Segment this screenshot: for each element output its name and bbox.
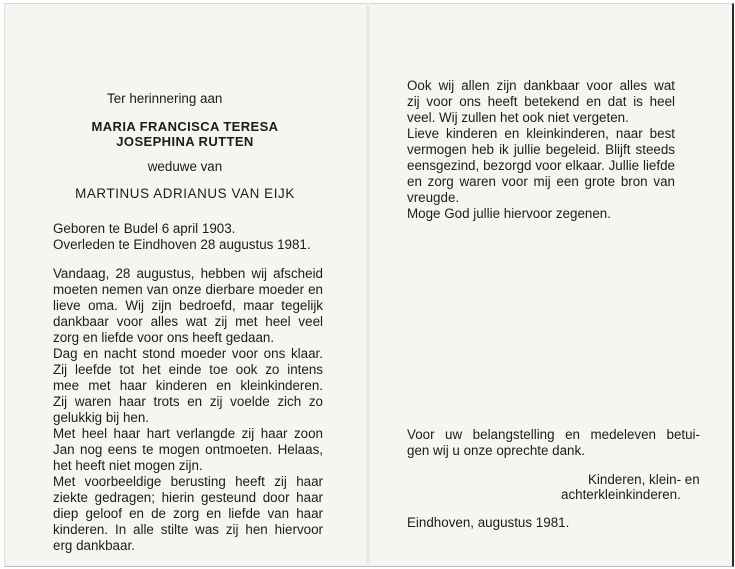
body-line: Lieve kinderen en kleinkinderen, naar best	[407, 126, 675, 141]
body-line: veel. Wij zullen het ook niet vergeten.	[407, 110, 629, 125]
body-line: eensgezind, bezorgd voor elkaar. Jullie liefde	[407, 158, 675, 173]
body-line: Zij waren haar trots en zij voelde zich zo	[53, 394, 323, 409]
body-line: Ook wij allen zijn dankbaar voor alles wat	[407, 78, 675, 93]
body-line: Moge God jullie hiervoor zegenen.	[407, 206, 611, 221]
intro-text: Ter herinnering aan	[107, 91, 223, 106]
body-line: het heeft niet mogen zijn.	[53, 458, 203, 473]
card-fold	[366, 3, 370, 565]
body-line: vermogen heb ik jullie begeleid. Blijft steeds	[407, 142, 675, 157]
body-line: en zorg waren voor mij een grote bron van	[407, 174, 675, 189]
body-line: erg dankbaar.	[53, 538, 135, 553]
body-line: ziekte gedragen; hierin gesteund door haar	[53, 490, 323, 505]
death-info: Overleden te Eindhoven 28 augustus 1981.	[53, 237, 311, 252]
body-line: zorg en liefde voor ons heeft gedaan.	[53, 330, 275, 345]
body-line: Vandaag, 28 augustus, hebben wij afscheid	[53, 266, 323, 281]
relation-text: weduwe van	[147, 159, 223, 174]
body-line: Jan nog eens te mogen ontmoeten. Helaas,	[53, 442, 323, 457]
signature-line: achterkleinkinderen.	[561, 487, 681, 502]
deceased-name-line1: MARIA FRANCISCA TERESA	[91, 119, 279, 134]
body-line: vreugde.	[407, 190, 460, 205]
place-date: Eindhoven, augustus 1981.	[407, 515, 570, 530]
body-line: Met heel haar hart verlangde zij haar zoon	[53, 426, 323, 441]
body-line: zij voor ons heeft betekend en dat is heel	[407, 94, 675, 109]
spouse-name: MARTINUS ADRIANUS VAN EIJK	[75, 186, 295, 201]
thanks-line: gen wij u onze oprechte dank.	[407, 443, 585, 458]
body-line: Met voorbeeldige berusting heeft zij haar	[53, 474, 323, 489]
signature-line: Kinderen, klein- en	[588, 472, 700, 487]
body-line: kinderen. In alle stilte was zij hen hiervoor	[53, 522, 323, 537]
body-line: moeten nemen van onze dierbare moeder en	[53, 282, 323, 297]
body-line: diep geloof en de zorg en liefde van haar	[53, 506, 323, 521]
deceased-name-line2: JOSEPHINA RUTTEN	[116, 134, 254, 149]
birth-info: Geboren te Budel 6 april 1903.	[53, 221, 236, 236]
body-line: Zij leefde tot het einde toe ook zo intens	[53, 362, 323, 377]
body-line: dankbaar voor alles wat zij met heel veel	[53, 314, 323, 329]
body-line: Dag en nacht stond moeder voor ons klaar.	[53, 346, 323, 361]
body-line: lieve oma. Wij zijn bedroefd, maar tegelijk	[53, 298, 323, 313]
body-line: mee met haar kinderen en kleinkinderen.	[53, 378, 323, 393]
thanks-line: Voor uw belangstelling en medeleven betui-	[407, 427, 700, 442]
body-line: gelukkig bij hen.	[53, 410, 150, 425]
